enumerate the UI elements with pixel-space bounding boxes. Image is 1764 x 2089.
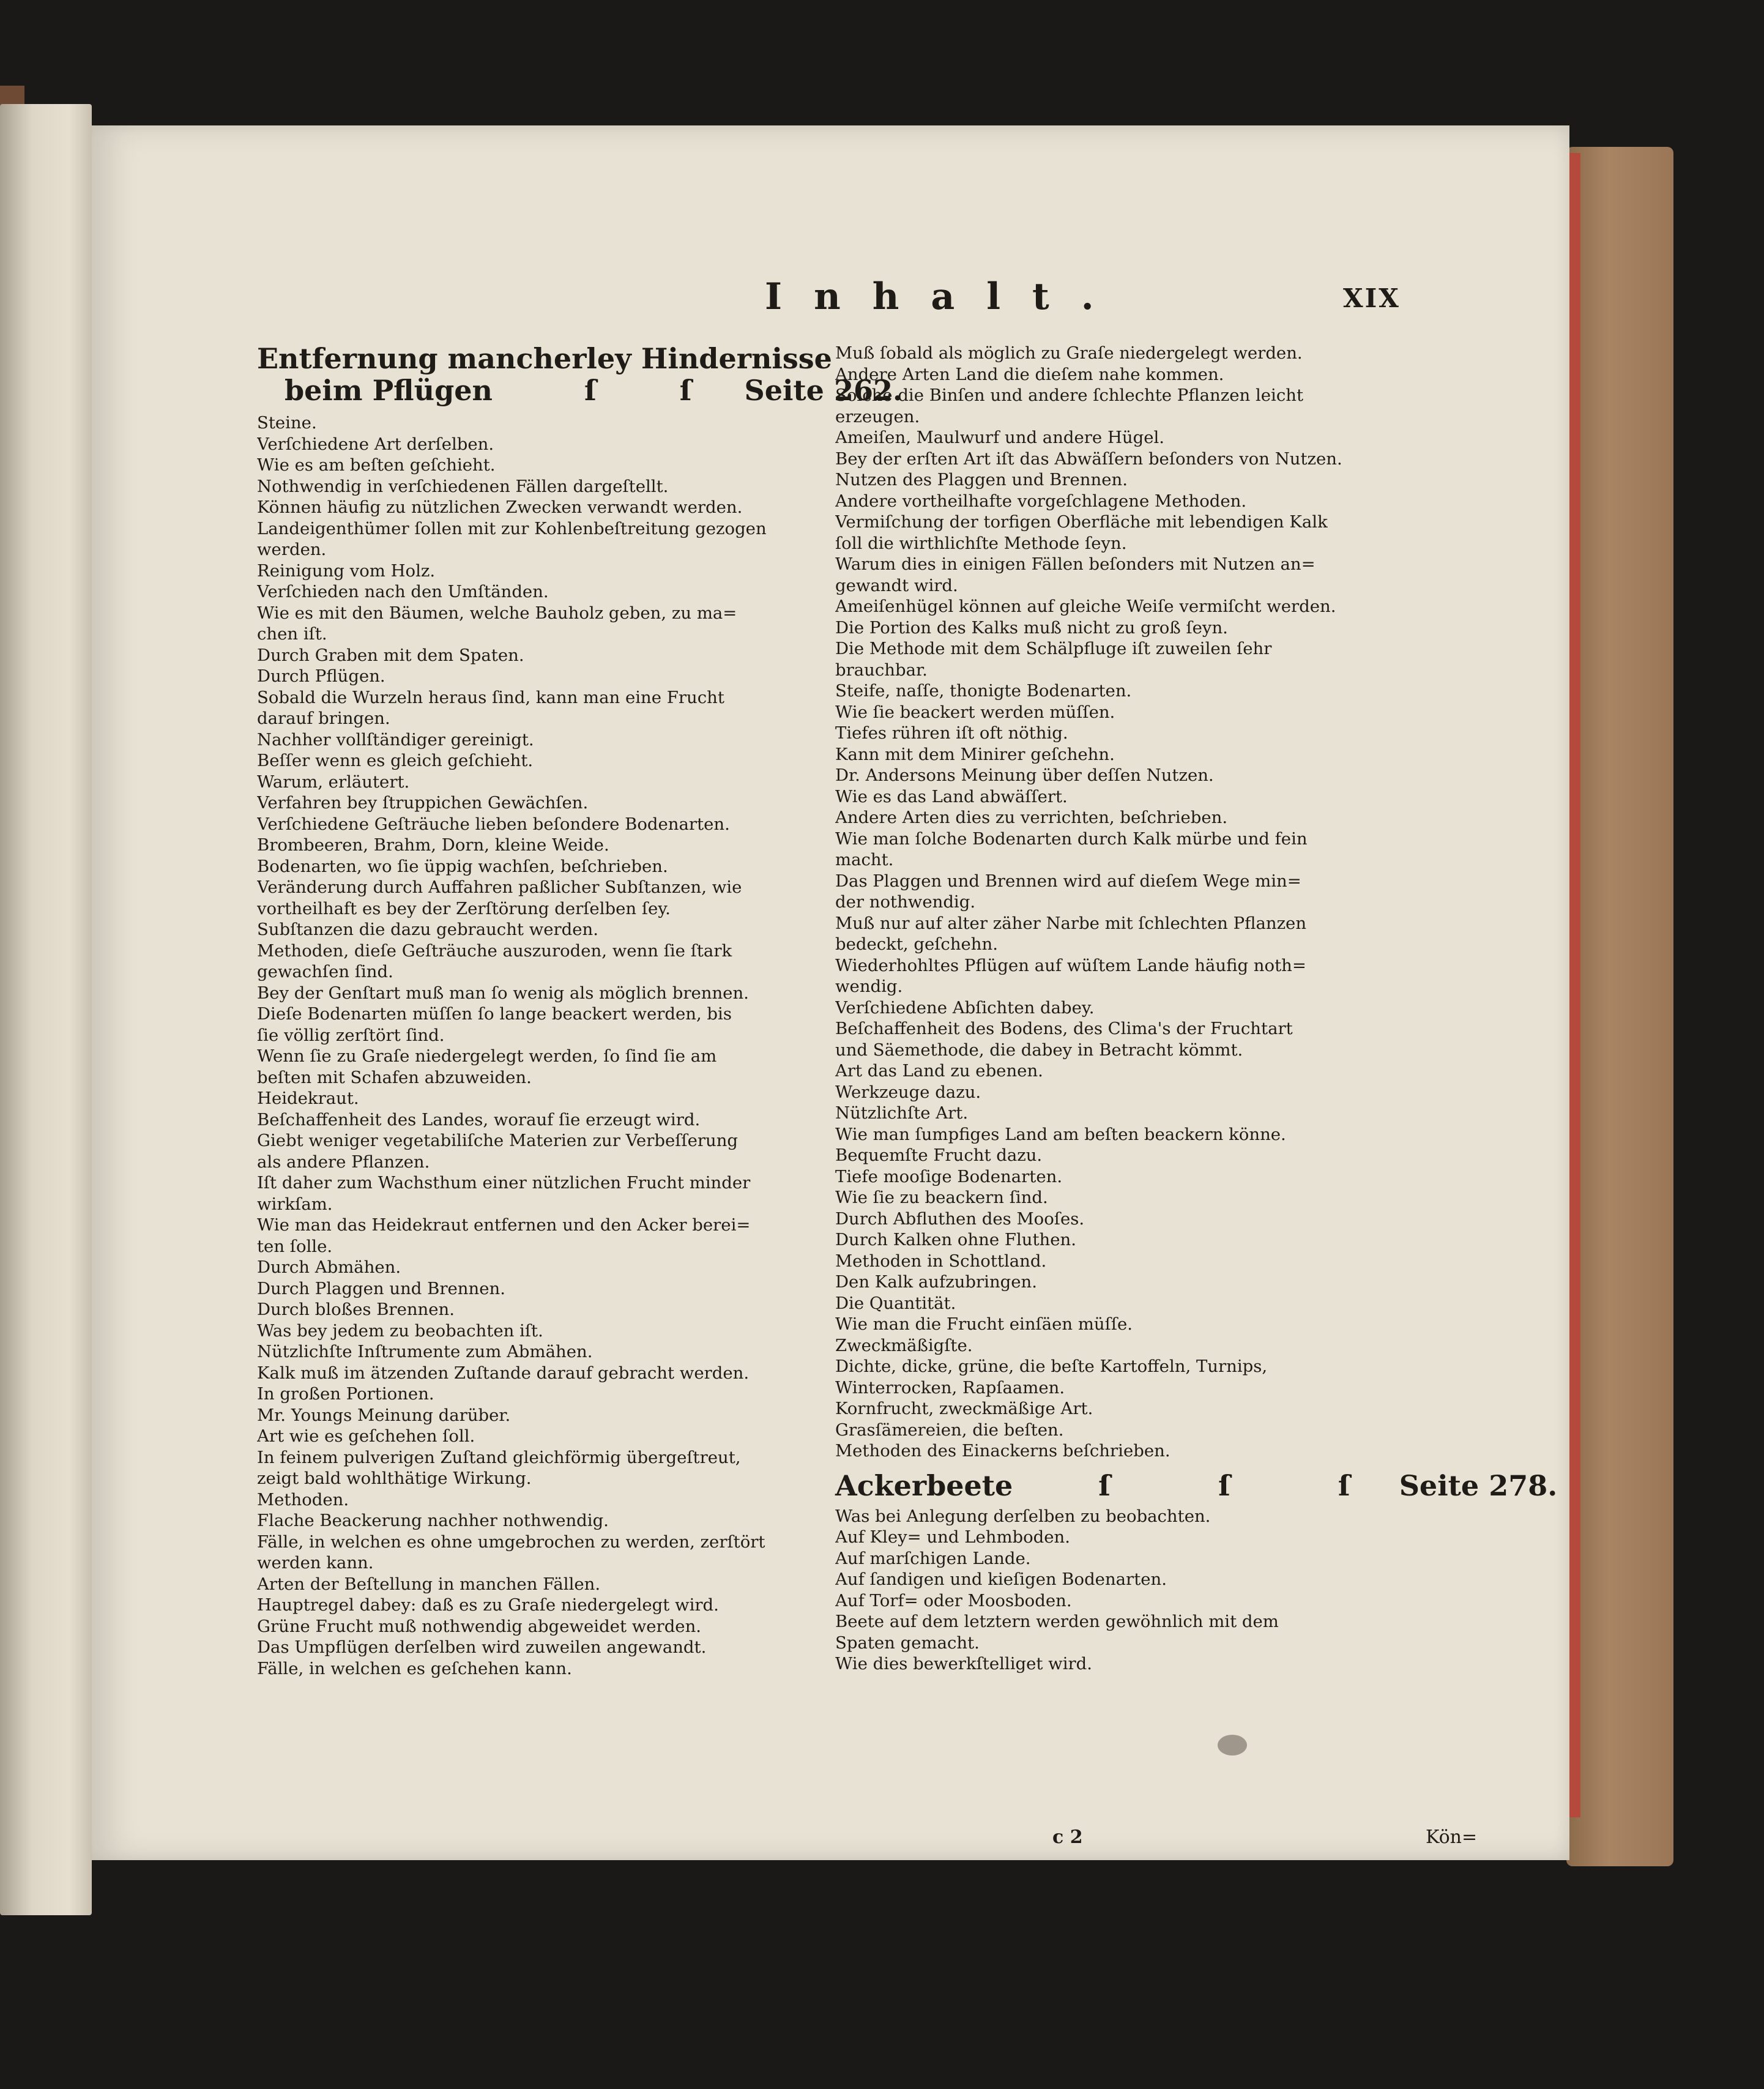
catchword: Kön=: [1426, 1826, 1478, 1848]
ackerbeete-heading: [835, 1469, 1558, 1502]
toc-entry: Nützlichſte Art.: [835, 1103, 969, 1123]
toc-entry: brauchbar.: [835, 660, 928, 680]
toc-entry: Art wie es geſchehen ſoll.: [257, 1426, 475, 1446]
toc-entry: Fälle, in welchen es geſchehen kann.: [257, 1658, 572, 1678]
toc-entry: Reinigung vom Holz.: [257, 560, 436, 581]
toc-entry: Die Methode mit dem Schälpfluge iſt zuweilen ſehr: [835, 639, 1272, 658]
section-heading-line1: Entfernung mancherley Hindernisse: [257, 343, 832, 374]
toc-entry: werden.: [257, 540, 327, 559]
toc-entry: Kann mit dem Minirer geſchehn.: [835, 744, 1115, 764]
toc-entry: Nutzen des Plaggen und Brennen.: [835, 470, 1128, 490]
toc-entry: Fälle, in welchen es ohne umgebrochen zu werden, zerſtört: [257, 1532, 765, 1552]
toc-entry: Wie man ſumpfiges Land am beſten beackern könne.: [835, 1124, 1286, 1144]
toc-entry: Vermiſchung der torfigen Oberfläche mit lebendigen Kalk: [835, 512, 1328, 532]
toc-entry: Andere Arten Land die dieſem nahe kommen.: [835, 364, 1224, 384]
toc-entry: Methoden in Schottland.: [835, 1251, 1047, 1271]
toc-entry: In feinem pulverigen Zuſtand gleichförmig übergeſtreut,: [257, 1447, 741, 1467]
toc-entry: Andere vortheilhafte vorgeſchlagene Methoden.: [835, 491, 1247, 511]
toc-entry: Warum dies in einigen Fällen beſonders mit Nutzen an=: [835, 554, 1316, 574]
toc-entry: Dichte, dicke, grüne, die beſte Kartoffeln, Turnips,: [835, 1357, 1268, 1376]
toc-entry: zeigt bald wohlthätige Wirkung.: [257, 1469, 532, 1488]
left-page-edge: [0, 104, 92, 1915]
toc-entry: und Säemethode, die dabey in Betracht kömmt.: [835, 1040, 1243, 1060]
toc-entry: Methoden des Einackerns beſchrieben.: [835, 1441, 1170, 1461]
toc-entry: Durch Graben mit dem Spaten.: [257, 645, 524, 665]
toc-entry: Verfahren bey ſtruppichen Gewächſen.: [257, 793, 589, 813]
toc-entry: Heidekraut.: [257, 1089, 359, 1108]
toc-entry: Durch Plaggen und Brennen.: [257, 1278, 505, 1298]
toc-entry: gewachſen ſind.: [257, 962, 393, 981]
toc-entry: Methoden.: [257, 1489, 349, 1510]
toc-entry: Kornfrucht, zweckmäßige Art.: [835, 1399, 1093, 1418]
toc-entry: Wie es mit den Bäumen, welche Bauholz geben, zu ma=: [257, 603, 737, 623]
toc-entry: Auf ſandigen und kieſigen Bodenarten.: [835, 1570, 1167, 1589]
toc-entry: Das Umpflügen derſelben wird zuweilen angewandt.: [257, 1637, 707, 1657]
toc-entry: Durch Abmähen.: [257, 1257, 401, 1277]
toc-entry: wirkſam.: [257, 1194, 333, 1214]
toc-entry: Verſchiedene Geſträuche lieben beſondere Bodenarten.: [257, 814, 730, 834]
red-page-edge: [1569, 153, 1580, 1817]
toc-entry: Wie man das Heidekraut entfernen und den Acker berei=: [257, 1215, 751, 1235]
toc-entry: Sobald die Wurzeln heraus ſind, kann man eine Frucht: [257, 687, 724, 707]
toc-entry: der nothwendig.: [835, 892, 976, 912]
running-head: Inhalt.: [765, 275, 1126, 318]
toc-entry: In großen Portionen.: [257, 1384, 434, 1404]
toc-entry: Ameiſen, Maulwurf und andere Hügel.: [835, 428, 1165, 447]
toc-entry: Wiederhohltes Pflügen auf wüſtem Lande häufig noth=: [835, 955, 1306, 975]
section-heading-dots: ſ ſ: [584, 374, 729, 407]
toc-entry: macht.: [835, 850, 894, 869]
toc-entry: Dieſe Bodenarten müſſen ſo lange beackert werden, bis: [257, 1004, 732, 1024]
toc-entry: Andere Arten dies zu verrichten, beſchrieben.: [835, 808, 1228, 827]
toc-entry: chen iſt.: [257, 624, 327, 644]
book-page: [92, 125, 1569, 1860]
toc-entry: Beete auf dem letztern werden gewöhnlich mit dem: [835, 1612, 1279, 1631]
toc-entry: Grüne Frucht muß nothwendig abgeweidet werden.: [257, 1616, 702, 1636]
toc-entry: Steife, naſſe, thonigte Bodenarten.: [835, 681, 1132, 701]
toc-entry: Wie man die Frucht einſäen müſſe.: [835, 1314, 1133, 1334]
toc-entry: Tiefe mooſige Bodenarten.: [835, 1166, 1063, 1186]
toc-entry: Werkzeuge dazu.: [835, 1082, 981, 1102]
ackerbeete-entries-list: [835, 1506, 1481, 1675]
toc-entry: Beſchaffenheit des Bodens, des Clima's der Fruchtart: [835, 1019, 1293, 1038]
toc-entry: Auf Torf= oder Moosboden.: [835, 1590, 1072, 1611]
left-column: [257, 343, 902, 1679]
page-number: XIX: [1343, 283, 1401, 313]
toc-entry: Die Quantität.: [835, 1293, 956, 1313]
toc-entry: Subſtanzen die dazu gebraucht werden.: [257, 920, 598, 939]
toc-entry: Wenn ſie zu Graſe niedergelegt werden, ſo ſind ſie am: [257, 1046, 717, 1066]
left-entries-list: [257, 412, 902, 1679]
toc-entry: Flache Beackerung nachher nothwendig.: [257, 1511, 609, 1530]
toc-entry: Beſſer wenn es gleich geſchieht.: [257, 751, 534, 770]
toc-entry: gewandt wird.: [835, 575, 958, 595]
ackerbeete-title: Ackerbeete: [835, 1469, 1013, 1502]
toc-entry: Steine.: [257, 413, 317, 433]
toc-entry: Brombeeren, Brahm, Dorn, kleine Weide.: [257, 835, 609, 855]
toc-entry: Bequemſte Frucht dazu.: [835, 1145, 1043, 1165]
right-column: [835, 343, 1558, 1675]
toc-entry: Giebt weniger vegetabiliſche Materien zur Verbeſſerung: [257, 1131, 739, 1150]
right-entries-list: [835, 343, 1481, 1462]
toc-entry: Ameiſenhügel können auf gleiche Weiſe vermiſcht werden.: [835, 597, 1336, 616]
toc-entry: Nothwendig in verſchiedenen Fällen dargeſtellt.: [257, 476, 669, 496]
toc-entry: beſten mit Schafen abzuweiden.: [257, 1067, 532, 1087]
toc-entry: Was bey jedem zu beobachten iſt.: [257, 1320, 543, 1341]
toc-entry: als andere Pflanzen.: [257, 1152, 430, 1172]
toc-entry: Verſchiedene Abſichten dabey.: [835, 997, 1095, 1018]
toc-entry: Wie ſie zu beackern ſind.: [835, 1188, 1048, 1207]
toc-entry: bedeckt, geſchehn.: [835, 934, 998, 954]
toc-entry: Zweckmäßigſte.: [835, 1335, 973, 1355]
toc-entry: Beſchaffenheit des Landes, worauf ſie erzeugt wird.: [257, 1109, 701, 1130]
section-heading-page: Seite 262.: [744, 374, 902, 407]
toc-entry: werden kann.: [257, 1553, 374, 1573]
toc-entry: Mr. Youngs Meinung darüber.: [257, 1405, 511, 1425]
toc-entry: Arten der Beſtellung in manchen Fällen.: [257, 1574, 601, 1594]
toc-entry: Solche die Binſen und andere ſchlechte Pflanzen leicht: [835, 385, 1304, 405]
toc-entry: Spaten gemacht.: [835, 1633, 980, 1653]
toc-entry: Bey der Genſtart muß man ſo wenig als möglich brennen.: [257, 983, 749, 1003]
toc-entry: Kalk muß im ätzenden Zuſtande darauf gebracht werden.: [257, 1363, 750, 1383]
toc-entry: vortheilhaft es bey der Zerſtörung derſelben ſey.: [257, 898, 671, 918]
toc-entry: Auf marſchigen Lande.: [835, 1548, 1031, 1568]
toc-entry: Grasſämereien, die beſten.: [835, 1420, 1064, 1440]
toc-entry: Muß nur auf alter zäher Narbe mit ſchlechten Pflanzen: [835, 913, 1307, 933]
toc-entry: Veränderung durch Auffahren paßlicher Subſtanzen, wie: [257, 877, 742, 897]
toc-entry: ſoll die wirthlichſte Methode ſeyn.: [835, 533, 1127, 553]
right-book-cover: [1566, 147, 1673, 1866]
toc-entry: Was bei Anlegung derſelben zu beobachten.: [835, 1506, 1211, 1526]
toc-entry: Warum, erläutert.: [257, 772, 410, 792]
toc-entry: Können häufig zu nützlichen Zwecken verwandt werden.: [257, 497, 743, 517]
toc-entry: Durch Pflügen.: [257, 666, 385, 686]
toc-entry: wendig.: [835, 977, 903, 996]
toc-entry: Wie ſie beackert werden müſſen.: [835, 702, 1115, 722]
toc-entry: Wie es am beſten geſchieht.: [257, 455, 496, 475]
section-heading-title: beim Pflügen: [285, 374, 493, 407]
toc-entry: Bodenarten, wo ſie üppig wachſen, beſchrieben.: [257, 856, 668, 876]
toc-entry: Durch Abfluthen des Mooſes.: [835, 1208, 1085, 1229]
ackerbeete-page: Seite 278.: [1399, 1469, 1558, 1502]
toc-entry: Winterrocken, Rapſaamen.: [835, 1377, 1065, 1398]
toc-entry: Den Kalk aufzubringen.: [835, 1272, 1037, 1292]
toc-entry: Art das Land zu ebenen.: [835, 1061, 1043, 1081]
toc-entry: Dr. Andersons Meinung über deſſen Nutzen.: [835, 765, 1214, 785]
ackerbeete-dots: ſ ſ ſ: [1098, 1469, 1399, 1502]
toc-entry: erzeugen.: [835, 406, 920, 426]
toc-entry: Tiefes rühren iſt oft nöthig.: [835, 723, 1068, 743]
toc-entry: Wie es das Land abwäſſert.: [835, 786, 1068, 806]
toc-entry: ten ſolle.: [257, 1236, 333, 1256]
signature-mark: c 2: [1052, 1826, 1083, 1848]
toc-entry: Iſt daher zum Wachsthum einer nützlichen Frucht minder: [257, 1173, 751, 1193]
toc-entry: Das Plaggen und Brennen wird auf dieſem Wege min=: [835, 871, 1301, 891]
toc-entry: Wie man ſolche Bodenarten durch Kalk mürbe und fein: [835, 829, 1308, 849]
toc-entry: darauf bringen.: [257, 709, 390, 728]
toc-entry: Nützlichſte Inſtrumente zum Abmähen.: [257, 1342, 593, 1361]
ink-smudge: [1218, 1735, 1247, 1756]
toc-entry: Bey der erſten Art iſt das Abwäſſern beſonders von Nutzen.: [835, 449, 1342, 469]
toc-entry: Durch bloßes Brennen.: [257, 1300, 455, 1319]
toc-entry: Nachher vollſtändiger gereinigt.: [257, 729, 534, 750]
toc-entry: Auf Kley= und Lehmboden.: [835, 1527, 1071, 1547]
toc-entry: Methoden, dieſe Geſträuche auszuroden, wenn ſie ſtark: [257, 940, 732, 961]
toc-entry: Durch Kalken ohne Fluthen.: [835, 1230, 1076, 1249]
toc-entry: Die Portion des Kalks muß nicht zu groß ſeyn.: [835, 617, 1228, 638]
toc-entry: Verſchiedene Art derſelben.: [257, 434, 494, 454]
section-heading-line2: [257, 374, 902, 406]
toc-entry: Verſchieden nach den Umſtänden.: [257, 582, 549, 601]
toc-entry: Landeigenthümer ſollen mit zur Kohlenbeſtreitung gezogen: [257, 518, 767, 538]
toc-entry: Hauptregel dabey: daß es zu Graſe niedergelegt wird.: [257, 1595, 719, 1615]
toc-entry: ſie völlig zerſtört ſind.: [257, 1025, 445, 1045]
toc-entry: Wie dies bewerkſtelliget wird.: [835, 1654, 1093, 1674]
toc-entry: Muß ſobald als möglich zu Graſe niedergelegt werden.: [835, 343, 1303, 363]
